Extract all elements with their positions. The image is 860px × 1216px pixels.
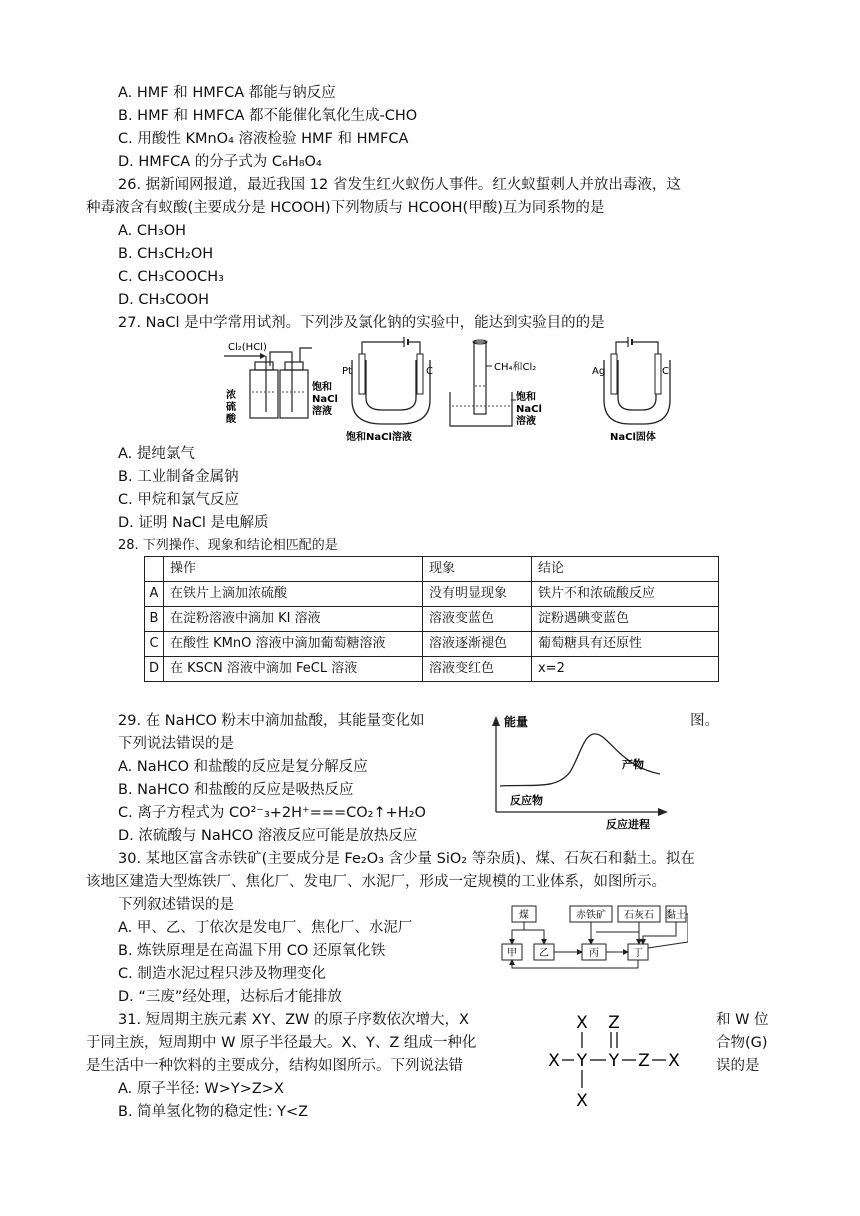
table-cell: x=2 [532, 657, 719, 682]
table-row [145, 657, 719, 682]
q30-option-d: D. “三废”经处理，达标后才能排放 [118, 989, 342, 1005]
figure-gas-washing-bottles [224, 342, 338, 425]
table-row [145, 632, 719, 657]
table-row [145, 607, 719, 632]
q31-stem-line3: 是生活中一种饮料的主要成分，结构如图所示。下列说法错 [86, 1058, 463, 1074]
fig4-ag-label: Ag [592, 366, 606, 377]
q25-option-c: C. 用酸性 KMnO₄ 溶液检验 HMF 和 HMFCA [118, 131, 409, 147]
q27-apparatus-figures [222, 336, 672, 444]
q28-table [144, 556, 719, 682]
table-cell: 铁片不和浓硫酸反应 [532, 582, 719, 607]
q30-stem-line2: 该地区建造大型炼铁厂、焦化厂、发电厂、水泥厂，形成一定规模的工业体系，如图所示。 [86, 874, 666, 890]
table-cell: 没有明显现象 [423, 582, 532, 607]
atom-z-chain: Z [638, 1051, 650, 1071]
table-cell: 葡萄糖具有还原性 [532, 632, 719, 657]
fig2-c-label: C [426, 366, 433, 377]
table-cell: B [145, 607, 164, 632]
q31-stem-line3-end: 误的是 [716, 1058, 760, 1074]
table-row [145, 582, 719, 607]
atom-z-top: Z [608, 1013, 620, 1033]
fig1-left-label-1: 浓 [226, 390, 236, 401]
q29-stem-line1: 29. 在 NaHCO 粉末中滴加盐酸，其能量变化如 [118, 713, 425, 729]
reactant-label: 反应物 [510, 794, 543, 807]
q26-stem-line2: 种毒液含有蚁酸(主要成分是 HCOOH)下列物质与 HCOOH(甲酸)互为同系物的是 [86, 200, 605, 216]
table-cell: D [145, 657, 164, 682]
q31-option-a: A. 原子半径: W>Y>Z>X [118, 1081, 284, 1097]
q27-option-b: B. 工业制备金属钠 [118, 469, 239, 485]
q26-option-a: A. CH₃OH [118, 223, 187, 239]
fig1-left-label-2: 硫 [226, 402, 236, 413]
q31-stem-line1: 31. 短周期主族元素 XY、ZW 的原子序数依次增大，X [118, 1012, 469, 1028]
q28-stem: 28. 下列操作、现象和结论相匹配的是 [118, 538, 338, 553]
q29-option-b: B. NaHCO 和盐酸的反应是吸热反应 [118, 782, 354, 798]
plant-yi-box: 乙 [539, 948, 549, 959]
atom-x-left: X [548, 1051, 560, 1071]
table-cell: 在铁片上滴加浓硫酸 [164, 582, 423, 607]
fig4-c-label: C [662, 366, 669, 377]
figure-methane-chlorine [450, 340, 542, 427]
table-cell: C [145, 632, 164, 657]
q30-stem-line3: 下列叙述错误的是 [118, 897, 234, 913]
fig4-caption: NaCl固体 [610, 432, 656, 443]
q29-stem-line2: 下列说法错误的是 [118, 736, 234, 752]
figure-electrolysis-pt-c [342, 337, 433, 443]
q27-stem: 27. NaCl 是中学常用试剂。下列涉及氯化钠的实验中，能达到实验目的的是 [118, 315, 605, 331]
q27-option-d: D. 证明 NaCl 是电解质 [118, 515, 269, 531]
fig1-left-label-3: 酸 [226, 414, 236, 425]
q31-stem-line2: 于同主族，短周期中 W 原子半径最大。X、Y、Z 组成一种化 [86, 1035, 477, 1051]
q30-stem-line1: 30. 某地区富含赤铁矿(主要成分是 Fe₂O₃ 含少量 SiO₂ 等杂质)、煤、石灰石和黏土。拟在 [118, 851, 695, 867]
limestone-box: 石灰石 [624, 910, 654, 921]
table-cell: A [145, 582, 164, 607]
table-cell: 在淀粉溶液中滴加 KI 溶液 [164, 607, 423, 632]
fig3-gas-label: CH₄和Cl₂ [494, 362, 537, 373]
q27-option-a: A. 提纯氯气 [118, 446, 195, 462]
q31-option-b: B. 简单氢化物的稳定性: Y<Z [118, 1104, 309, 1120]
plant-bing-box: 丙 [589, 948, 599, 959]
table-cell: 淀粉遇碘变蓝色 [532, 607, 719, 632]
q29-stem-line1-end: 图。 [690, 713, 719, 729]
table-cell: 溶液逐渐褪色 [423, 632, 532, 657]
atom-x-bottom: X [576, 1091, 588, 1110]
q26-option-b: B. CH₃CH₂OH [118, 246, 214, 262]
q30-option-a: A. 甲、乙、丁依次是发电厂、焦化厂、水泥厂 [118, 920, 413, 936]
q29-option-a: A. NaHCO 和盐酸的反应是复分解反应 [118, 759, 368, 775]
coal-box: 煤 [519, 910, 529, 921]
q31-stem-line1-end: 和 W 位 [716, 1012, 769, 1028]
energy-axis-label: 能量 [504, 715, 529, 729]
q30-option-b: B. 炼铁原理是在高温下用 CO 还原氧化铁 [118, 943, 386, 959]
atom-y-1: Y [576, 1051, 588, 1071]
ore-box: 赤铁矿 [576, 910, 606, 921]
table-cell: 在 KSCN 溶液中滴加 FeCL 溶液 [164, 657, 423, 682]
q29-energy-diagram [484, 710, 674, 832]
clay-box: 黏土 [666, 910, 686, 921]
table-cell: 溶液变蓝色 [423, 607, 532, 632]
header-cell [145, 557, 164, 582]
fig2-caption: 饱和NaCl溶液 [346, 432, 412, 443]
progress-axis-label: 反应进程 [606, 818, 650, 831]
figure-electrolysis-ag-c [592, 337, 670, 443]
atom-y-2: Y [608, 1051, 620, 1071]
fig3-label-1: 饱和 [516, 392, 536, 403]
q27-option-c: C. 甲烷和氯气反应 [118, 492, 239, 508]
header-cell: 现象 [423, 557, 532, 582]
fig1-right-label-3: 溶液 [312, 406, 332, 417]
table-header-row [145, 557, 719, 582]
product-label: 产物 [622, 758, 644, 771]
q30-industry-diagram [498, 902, 688, 972]
table-cell: 在酸性 KMnO 溶液中滴加葡萄糖溶液 [164, 632, 423, 657]
fig1-right-label-1: 饱和 [312, 382, 332, 393]
header-cell: 结论 [532, 557, 719, 582]
fig1-gas-label: Cl₂(HCl) [228, 342, 267, 353]
q29-option-c: C. 离子方程式为 CO²⁻₃+2H⁺===CO₂↑+H₂O [118, 805, 426, 821]
table-cell: 溶液变红色 [423, 657, 532, 682]
plant-jia-box: 甲 [507, 948, 517, 959]
atom-x-right: X [668, 1051, 680, 1071]
q26-option-c: C. CH₃COOCH₃ [118, 269, 224, 285]
atom-x-top: X [576, 1013, 588, 1033]
q29-option-d: D. 浓硫酸与 NaHCO 溶液反应可能是放热反应 [118, 828, 418, 844]
q31-structure-diagram [544, 1010, 694, 1110]
q25-option-b: B. HMF 和 HMFCA 都不能催化氧化生成-CHO [118, 108, 418, 124]
q26-stem-line1: 26. 据新闻网报道，最近我国 12 省发生红火蚁伤人事件。红火蚁蜇刺人并放出毒液，这 [118, 177, 681, 193]
q31-stem-line2-end: 合物(G) [716, 1035, 768, 1051]
fig2-pt-label: Pt [342, 366, 352, 377]
q26-option-d: D. CH₃COOH [118, 292, 210, 308]
q30-option-c: C. 制造水泥过程只涉及物理变化 [118, 966, 326, 982]
fig3-label-2: NaCl [516, 404, 542, 415]
q25-option-d: D. HMFCA 的分子式为 C₆H₈O₄ [118, 154, 322, 170]
fig3-label-3: 溶液 [516, 416, 536, 427]
plant-ding-box: 丁 [633, 948, 643, 959]
q25-option-a: A. HMF 和 HMFCA 都能与钠反应 [118, 85, 336, 101]
fig1-right-label-2: NaCl [312, 394, 338, 405]
header-cell: 操作 [164, 557, 423, 582]
